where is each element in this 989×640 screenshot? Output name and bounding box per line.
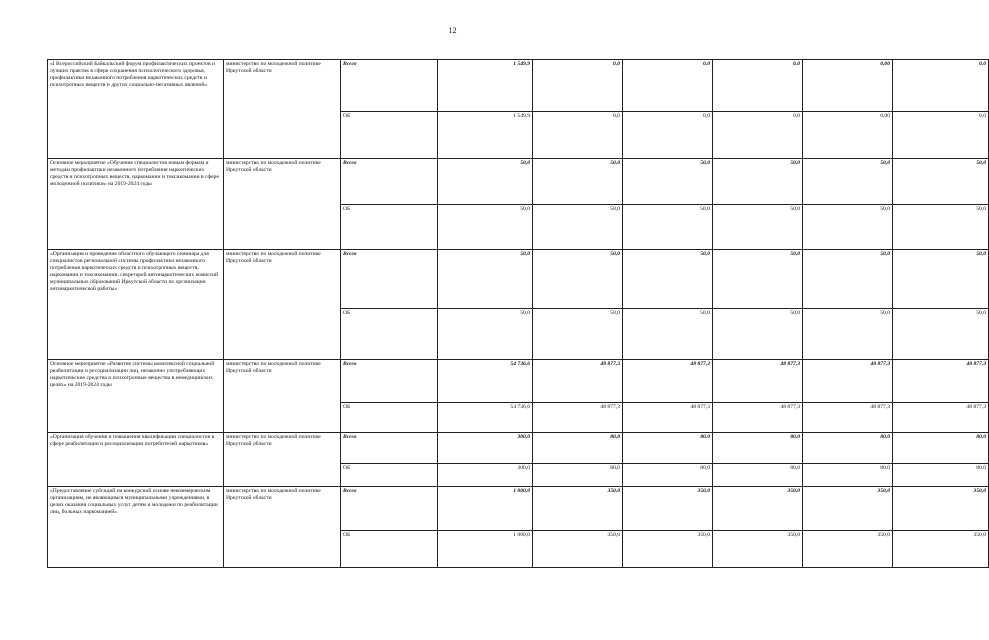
funding-source-label: ОБ [341,464,438,487]
executor-name: министерство по молодежной политике Иркутской области [224,360,341,433]
funding-source-label: ОБ [341,531,438,568]
funding-source-value: 48 877,3 [893,403,989,433]
funding-source-value: 50,0 [893,309,989,360]
funding-total-value: 1 549,9 [438,60,533,112]
funding-source-value: 300,0 [438,464,533,487]
funding-total-value: 50,0 [803,159,893,205]
funding-source-value: 350,0 [533,531,623,568]
activity-total-row [48,360,989,403]
funding-total-value: 48 877,3 [713,360,803,403]
funding-total-label: Всего [341,487,438,531]
funding-total-value: 50,0 [713,159,803,205]
funding-source-value: 0,0 [533,112,623,159]
funding-source-value: 48 877,3 [713,403,803,433]
funding-source-value: 0,0 [623,112,713,159]
funding-total-value: 48 877,3 [803,360,893,403]
funding-source-value: 50,0 [533,205,623,250]
funding-total-value: 350,0 [803,487,893,531]
executor-name: министерство по молодежной политике Иркутской области [224,250,341,360]
page-number: 12 [448,26,457,35]
funding-source-value: 50,0 [893,205,989,250]
activity-total-row [48,433,989,464]
funding-source-value: 350,0 [893,531,989,568]
funding-source-value: 80,0 [533,464,623,487]
funding-total-label: Всего [341,250,438,309]
funding-source-value: 80,0 [623,464,713,487]
funding-total-label: Всего [341,360,438,403]
funding-source-value: 50,0 [438,309,533,360]
funding-source-value: 350,0 [803,531,893,568]
funding-source-value: 50,0 [803,309,893,360]
activity-total-row [48,159,989,205]
funding-source-label: ОБ [341,309,438,360]
funding-source-label: ОБ [341,205,438,250]
funding-total-value: 48 877,3 [623,360,713,403]
activity-total-row [48,250,989,309]
executor-name: министерство по молодежной политике Иркутской области [224,487,341,568]
executor-name: министерство по молодежной политике Иркутской области [224,433,341,487]
activity-name: Основное мероприятие «Обучение специалистов новым формам и методам профилактики незаконного потребления наркотических средств и психотропных веществ, наркомании и токсикомании в сфере молодежной политики» на 2019-2024 годы [48,159,224,250]
activity-total-row [48,60,989,112]
executor-name: министерство по молодежной политике Иркутской области [224,60,341,159]
funding-source-value: 48 877,3 [533,403,623,433]
activity-name: «I Всероссийский Байкальский форум профилактических проектов и лучших практик в сфере сохранения психологического здоровья, профилактики незаконного потребления наркотических средств и психотропных веществ и других социально-негативных явлений» [48,60,224,159]
funding-source-value: 50,0 [438,205,533,250]
funding-total-value: 54 736,6 [438,360,533,403]
table-body [48,60,989,568]
funding-source-value: 50,0 [713,205,803,250]
funding-source-value: 0,0 [893,112,989,159]
funding-source-value: 50,0 [623,205,713,250]
funding-source-value: 54 736,6 [438,403,533,433]
funding-source-value: 80,0 [803,464,893,487]
funding-source-value: 0,00 [803,112,893,159]
funding-total-value: 0,0 [893,60,989,112]
funding-total-value: 80,0 [893,433,989,464]
funding-total-value: 0,0 [713,60,803,112]
funding-source-value: 48 877,3 [623,403,713,433]
funding-total-value: 50,0 [713,250,803,309]
funding-total-value: 350,0 [713,487,803,531]
funding-total-label: Всего [341,159,438,205]
funding-total-value: 48 877,3 [893,360,989,403]
funding-total-value: 80,0 [533,433,623,464]
funding-source-value: 350,0 [713,531,803,568]
funding-source-value: 48 877,3 [803,403,893,433]
funding-total-value: 300,0 [438,433,533,464]
funding-total-value: 80,0 [713,433,803,464]
funding-source-value: 50,0 [803,205,893,250]
funding-total-value: 1 000,0 [438,487,533,531]
funding-total-value: 50,0 [438,159,533,205]
funding-total-value: 50,0 [893,159,989,205]
funding-total-value: 50,0 [623,159,713,205]
activity-name: «Организация обучения и повышения квалификации специалистов в сфере реабилитации и ресоциализации потребителей наркотиков» [48,433,224,487]
funding-total-value: 0,0 [623,60,713,112]
activity-name: «Организация и проведение областного обучающего семинара для специалистов региональной системы профилактики незаконного потребления наркотических средств и психотропных веществ, наркомании и токсикомании, секретарей антинаркотических комиссий муниципальных образований Иркутской области по организации антинаркотической работы» [48,250,224,360]
funding-total-label: Всего [341,60,438,112]
funding-total-value: 80,0 [803,433,893,464]
funding-total-value: 350,0 [893,487,989,531]
funding-total-value: 80,0 [623,433,713,464]
executor-name: министерство по молодежной политике Иркутской области [224,159,341,250]
activity-name: «Предоставление субсидий на конкурсной основе некоммерческим организациям, не являющимся муниципальными учреждениями, в целях оказания социальных услуг детям и молодежи по реабилитации лиц, больных наркоманией» [48,487,224,568]
funding-total-value: 48 877,3 [533,360,623,403]
funding-total-value: 50,0 [803,250,893,309]
funding-total-value: 50,0 [533,159,623,205]
funding-total-value: 0,00 [803,60,893,112]
funding-total-value: 0,0 [533,60,623,112]
funding-total-value: 50,0 [893,250,989,309]
funding-source-value: 80,0 [893,464,989,487]
funding-source-value: 1 549,9 [438,112,533,159]
funding-source-label: ОБ [341,112,438,159]
funding-total-value: 350,0 [533,487,623,531]
funding-total-label: Всего [341,433,438,464]
activity-name: Основное мероприятие «Развитие системы комплексной социальной реабилитации и ресоциализации лиц, незаконно употребляющих наркотические средства и психотропные вещества в немедицинских целях» на 2019-2024 годы [48,360,224,433]
funding-source-value: 50,0 [533,309,623,360]
funding-source-value: 1 000,0 [438,531,533,568]
activity-total-row [48,487,989,531]
funding-total-value: 50,0 [623,250,713,309]
funding-source-value: 350,0 [623,531,713,568]
funding-source-value: 50,0 [623,309,713,360]
funding-source-value: 0,0 [713,112,803,159]
funding-total-value: 50,0 [533,250,623,309]
funding-total-value: 50,0 [438,250,533,309]
funding-source-value: 50,0 [713,309,803,360]
funding-source-label: ОБ [341,403,438,433]
funding-total-value: 350,0 [623,487,713,531]
funding-source-value: 80,0 [713,464,803,487]
budget-table [47,59,989,568]
